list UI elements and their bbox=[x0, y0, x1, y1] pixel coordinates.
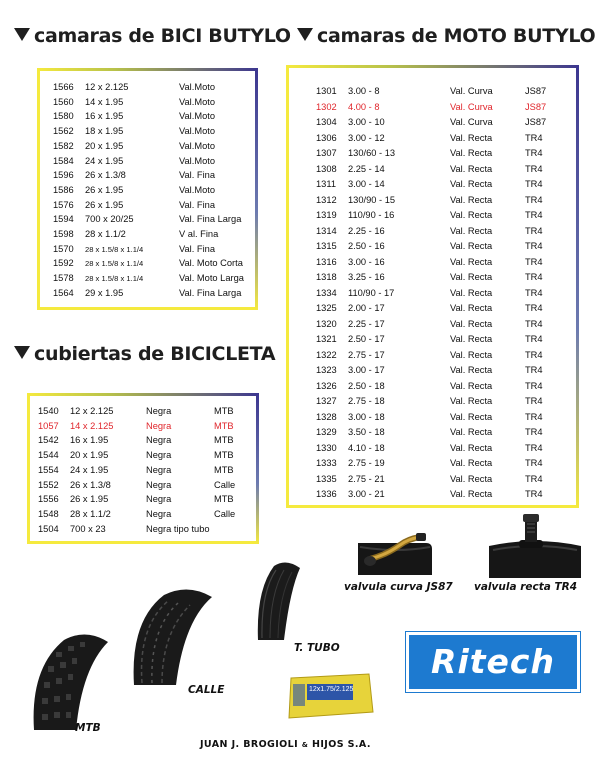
table-cell-type: Val. Fina Larga bbox=[179, 214, 242, 225]
table-row bbox=[289, 193, 576, 208]
table-cell-code: 1570 bbox=[53, 243, 74, 254]
table-cell-use: Calle bbox=[214, 508, 236, 519]
table-cell-code: 1556 bbox=[38, 494, 59, 505]
table-cell-size: 2.75 - 19 bbox=[348, 458, 385, 468]
table-cell-code: 1580 bbox=[53, 111, 74, 122]
table-cell-code: 1306 bbox=[316, 132, 337, 143]
footer-left: JUAN J. BROGIOLI bbox=[200, 739, 299, 750]
table-row bbox=[40, 256, 255, 271]
table-cell-size: 12 x 2.125 bbox=[85, 82, 129, 92]
triangle-bullet-icon bbox=[297, 28, 313, 41]
table-row bbox=[289, 224, 576, 239]
valve-straight-image bbox=[487, 512, 583, 580]
bicicleta-title: cubiertas de BICICLETA bbox=[34, 343, 276, 365]
bici-butylo-heading bbox=[14, 25, 291, 47]
table-cell-size: 24 x 1.95 bbox=[85, 155, 124, 166]
table-cell-valve: Val. Recta bbox=[450, 303, 493, 313]
table-cell-color: Negra bbox=[146, 508, 172, 519]
moto-butylo-table bbox=[286, 65, 579, 508]
table-cell-type: V al. Fina bbox=[179, 229, 219, 239]
table-row bbox=[30, 419, 256, 434]
table-row bbox=[30, 463, 256, 478]
table-cell-type: Val. Moto Corta bbox=[179, 258, 243, 269]
table-cell-code: 1592 bbox=[53, 258, 74, 269]
table-cell-code: 1328 bbox=[316, 411, 337, 422]
table-row bbox=[30, 492, 256, 507]
table-cell-model: TR4 bbox=[525, 396, 543, 406]
table-row bbox=[289, 115, 576, 130]
table-cell-model: TR4 bbox=[525, 148, 543, 158]
table-row bbox=[30, 448, 256, 463]
table-cell-size: 130/60 - 13 bbox=[348, 148, 396, 158]
table-row bbox=[40, 95, 255, 110]
table-cell-code: 1312 bbox=[316, 194, 337, 205]
table-row bbox=[40, 109, 255, 124]
table-cell-model: TR4 bbox=[525, 210, 543, 220]
ritech-logo-text: Ritech bbox=[431, 642, 555, 681]
table-cell-size: 20 x 1.95 bbox=[85, 140, 124, 151]
calle-tire-image bbox=[128, 587, 218, 687]
table-cell-type: Val.Moto bbox=[179, 96, 215, 107]
table-cell-valve: Val. Recta bbox=[450, 256, 493, 267]
table-row bbox=[40, 227, 255, 242]
table-cell-color: Negra bbox=[146, 479, 172, 490]
table-cell-code: 1316 bbox=[316, 256, 337, 267]
table-cell-code: 1544 bbox=[38, 450, 59, 461]
table-cell-type: Val. Moto Larga bbox=[179, 273, 244, 284]
table-cell-size: 3.00 - 17 bbox=[348, 365, 385, 375]
table-cell-valve: Val. Recta bbox=[450, 163, 493, 174]
table-cell-size: 16 x 1.95 bbox=[70, 435, 109, 446]
table-cell-code: 1584 bbox=[53, 155, 74, 166]
table-cell-code: 1566 bbox=[53, 82, 74, 92]
table-cell-valve: Val. Recta bbox=[450, 380, 493, 391]
table-cell-size: 2.50 - 18 bbox=[348, 380, 385, 391]
table-cell-use: MTB bbox=[214, 435, 234, 446]
table-cell-code: 1334 bbox=[316, 287, 337, 298]
table-cell-use: Calle bbox=[214, 479, 236, 490]
table-row bbox=[40, 168, 255, 183]
table-cell-model: JS87 bbox=[525, 101, 547, 112]
table-cell-model: TR4 bbox=[525, 241, 543, 251]
table-row bbox=[289, 348, 576, 363]
table-row bbox=[289, 162, 576, 177]
table-cell-model: JS87 bbox=[525, 86, 547, 96]
table-cell-valve: Val. Recta bbox=[450, 365, 493, 375]
table-cell-size: 28 x 1.1/2 bbox=[85, 229, 126, 239]
table-cell-color: Negra tipo tubo bbox=[146, 523, 210, 534]
table-cell-size: 2.00 - 17 bbox=[348, 303, 385, 313]
table-cell-type: Val.Moto bbox=[179, 111, 215, 122]
table-row bbox=[289, 286, 576, 301]
table-cell-code: 1548 bbox=[38, 508, 59, 519]
table-row bbox=[40, 242, 255, 257]
table-cell-valve: Val. Recta bbox=[450, 194, 493, 205]
table-cell-code: 1554 bbox=[38, 464, 59, 475]
table-cell-type: Val. Fina bbox=[179, 243, 215, 254]
table-cell-type: Val.Moto bbox=[179, 155, 215, 166]
table-cell-size: 18 x 1.95 bbox=[85, 126, 124, 137]
table-row bbox=[40, 286, 255, 301]
table-cell-use: MTB bbox=[214, 494, 234, 505]
table-cell-code: 1301 bbox=[316, 86, 337, 96]
table-cell-model: TR4 bbox=[525, 132, 543, 143]
table-cell-size: 2.75 - 21 bbox=[348, 473, 385, 484]
table-cell-code: 1562 bbox=[53, 126, 74, 137]
table-cell-size: 3.00 - 21 bbox=[348, 489, 385, 499]
table-row bbox=[289, 441, 576, 456]
mtb-tire-image bbox=[30, 632, 112, 732]
table-cell-size: 14 x 2.125 bbox=[70, 420, 114, 431]
table-cell-size: 4.00 - 8 bbox=[348, 101, 380, 112]
table-cell-size: 2.25 - 16 bbox=[348, 225, 385, 236]
table-cell-valve: Val. Curva bbox=[450, 86, 493, 96]
table-cell-model: TR4 bbox=[525, 380, 543, 391]
table-cell-size: 26 x 1.95 bbox=[70, 494, 109, 505]
table-cell-model: JS87 bbox=[525, 117, 547, 127]
table-cell-size: 24 x 1.95 bbox=[70, 464, 109, 475]
table-cell-size: 2.75 - 18 bbox=[348, 396, 385, 406]
table-row bbox=[289, 146, 576, 161]
table-cell-size: 12 x 2.125 bbox=[70, 406, 114, 416]
table-cell-code: 1333 bbox=[316, 458, 337, 468]
table-cell-valve: Val. Recta bbox=[450, 241, 493, 251]
triangle-bullet-icon bbox=[14, 346, 30, 359]
table-cell-size: 16 x 1.95 bbox=[85, 111, 124, 122]
table-cell-code: 1325 bbox=[316, 303, 337, 313]
table-row bbox=[40, 80, 255, 95]
table-cell-model: TR4 bbox=[525, 458, 543, 468]
table-cell-type: Val. Fina bbox=[179, 170, 215, 181]
table-cell-type: Val.Moto bbox=[179, 82, 215, 92]
table-cell-code: 1330 bbox=[316, 442, 337, 453]
table-cell-model: TR4 bbox=[525, 411, 543, 422]
table-row bbox=[30, 404, 256, 419]
table-cell-type: Val.Moto bbox=[179, 126, 215, 137]
table-cell-size: 26 x 1.95 bbox=[85, 199, 124, 210]
table-cell-model: TR4 bbox=[525, 225, 543, 236]
table-cell-code: 1542 bbox=[38, 435, 59, 446]
table-cell-valve: Val. Recta bbox=[450, 489, 493, 499]
ttubo-caption: T. TUBO bbox=[294, 642, 340, 654]
triangle-bullet-icon bbox=[14, 28, 30, 41]
table-cell-type: Val. Fina bbox=[179, 199, 215, 210]
table-cell-valve: Val. Recta bbox=[450, 287, 493, 298]
table-cell-code: 1576 bbox=[53, 199, 74, 210]
table-cell-size: 2.25 - 14 bbox=[348, 163, 385, 174]
table-row bbox=[289, 255, 576, 270]
table-cell-valve: Val. Recta bbox=[450, 349, 493, 360]
table-cell-color: Negra bbox=[146, 406, 172, 416]
package-label: 12x1.75/2.125 bbox=[309, 686, 354, 693]
table-cell-use: MTB bbox=[214, 406, 234, 416]
table-cell-size: 3.00 - 8 bbox=[348, 86, 380, 96]
table-cell-color: Negra bbox=[146, 464, 172, 475]
table-cell-color: Negra bbox=[146, 435, 172, 446]
ritech-logo bbox=[406, 632, 580, 692]
table-cell-valve: Val. Curva bbox=[450, 117, 493, 127]
table-row bbox=[289, 317, 576, 332]
table-row bbox=[30, 433, 256, 448]
table-row bbox=[289, 363, 576, 378]
table-cell-code: 1552 bbox=[38, 479, 59, 490]
table-cell-code: 1311 bbox=[316, 179, 336, 189]
table-cell-size: 2.25 - 17 bbox=[348, 318, 385, 329]
table-row bbox=[289, 131, 576, 146]
table-cell-size: 2.75 - 17 bbox=[348, 349, 385, 360]
table-cell-code: 1307 bbox=[316, 148, 337, 158]
table-cell-valve: Val. Recta bbox=[450, 458, 493, 468]
table-cell-size: 3.50 - 18 bbox=[348, 427, 385, 437]
table-cell-use: MTB bbox=[214, 464, 234, 475]
table-cell-use: MTB bbox=[214, 420, 234, 431]
table-cell-code: 1560 bbox=[53, 96, 74, 107]
table-cell-model: TR4 bbox=[525, 365, 543, 375]
table-cell-valve: Val. Recta bbox=[450, 272, 493, 282]
table-cell-model: TR4 bbox=[525, 272, 543, 282]
table-cell-type: Val.Moto bbox=[179, 140, 215, 151]
table-cell-size: 29 x 1.95 bbox=[85, 287, 124, 298]
table-cell-code: 1320 bbox=[316, 318, 337, 329]
table-cell-size: 110/90 - 17 bbox=[348, 287, 395, 298]
table-cell-model: TR4 bbox=[525, 303, 543, 313]
table-cell-valve: Val. Curva bbox=[450, 101, 493, 112]
table-cell-model: TR4 bbox=[525, 349, 543, 360]
table-cell-code: 1564 bbox=[53, 287, 74, 298]
bici-butylo-title: camaras de BICI BUTYLO bbox=[34, 25, 291, 47]
table-cell-size: 26 x 1.3/8 bbox=[70, 479, 111, 490]
table-cell-size: 28 x 1.1/2 bbox=[70, 508, 111, 519]
table-row bbox=[289, 410, 576, 425]
valve-curve-image bbox=[356, 531, 446, 579]
table-cell-valve: Val. Recta bbox=[450, 442, 493, 453]
table-cell-code: 1582 bbox=[53, 140, 74, 151]
table-cell-size: 28 x 1.5/8 x 1.1/4 bbox=[85, 244, 144, 254]
table-cell-size: 130/90 - 15 bbox=[348, 194, 396, 205]
table-cell-code: 1586 bbox=[53, 184, 74, 195]
table-cell-code: 1326 bbox=[316, 380, 337, 391]
table-row bbox=[289, 208, 576, 223]
table-row bbox=[30, 522, 256, 537]
table-row bbox=[40, 124, 255, 139]
table-cell-valve: Val. Recta bbox=[450, 210, 493, 220]
table-cell-code: 1321 bbox=[316, 334, 337, 344]
table-cell-code: 1319 bbox=[316, 210, 337, 220]
inner-tube-package-image bbox=[285, 672, 375, 720]
table-cell-code: 1318 bbox=[316, 272, 337, 282]
footer-amp: & bbox=[301, 741, 309, 749]
table-cell-type: Val. Fina Larga bbox=[179, 287, 242, 298]
table-row bbox=[40, 154, 255, 169]
table-cell-model: TR4 bbox=[525, 287, 543, 298]
table-cell-model: TR4 bbox=[525, 334, 543, 344]
table-cell-valve: Val. Recta bbox=[450, 334, 493, 344]
table-cell-size: 3.00 - 10 bbox=[348, 117, 385, 127]
table-row bbox=[289, 456, 576, 471]
table-cell-valve: Val. Recta bbox=[450, 179, 493, 189]
table-cell-size: 14 x 1.95 bbox=[85, 96, 124, 107]
table-cell-code: 1057 bbox=[38, 420, 59, 431]
table-cell-model: TR4 bbox=[525, 163, 543, 174]
table-cell-valve: Val. Recta bbox=[450, 148, 493, 158]
table-cell-model: TR4 bbox=[525, 179, 543, 189]
table-cell-model: TR4 bbox=[525, 256, 543, 267]
table-row bbox=[30, 507, 256, 522]
table-cell-size: 26 x 1.95 bbox=[85, 184, 124, 195]
table-cell-size: 26 x 1.3/8 bbox=[85, 170, 126, 181]
table-row bbox=[289, 177, 576, 192]
table-cell-valve: Val. Recta bbox=[450, 132, 493, 143]
table-row bbox=[289, 100, 576, 115]
table-cell-model: TR4 bbox=[525, 427, 543, 437]
table-row bbox=[30, 478, 256, 493]
table-cell-code: 1596 bbox=[53, 170, 74, 181]
calle-caption: CALLE bbox=[188, 684, 225, 696]
table-cell-code: 1314 bbox=[316, 225, 337, 236]
table-cell-code: 1598 bbox=[53, 229, 74, 239]
table-cell-size: 700 x 23 bbox=[70, 523, 106, 534]
table-cell-model: TR4 bbox=[525, 473, 543, 484]
table-cell-code: 1308 bbox=[316, 163, 337, 174]
company-footer bbox=[200, 739, 371, 750]
table-cell-code: 1322 bbox=[316, 349, 337, 360]
table-cell-color: Negra bbox=[146, 450, 172, 461]
table-row bbox=[289, 270, 576, 285]
moto-butylo-heading bbox=[297, 25, 595, 47]
table-cell-code: 1323 bbox=[316, 365, 337, 375]
table-cell-code: 1336 bbox=[316, 489, 337, 499]
bici-butylo-table bbox=[37, 68, 258, 310]
table-row bbox=[289, 332, 576, 347]
table-cell-size: 700 x 20/25 bbox=[85, 214, 134, 225]
table-cell-size: 3.00 - 12 bbox=[348, 132, 385, 143]
moto-butylo-title: camaras de MOTO BUTYLO bbox=[317, 25, 595, 47]
table-cell-valve: Val. Recta bbox=[450, 411, 493, 422]
table-cell-size: 3.00 - 14 bbox=[348, 179, 385, 189]
table-row bbox=[289, 472, 576, 487]
table-cell-code: 1504 bbox=[38, 523, 59, 534]
table-cell-valve: Val. Recta bbox=[450, 473, 493, 484]
table-row bbox=[40, 183, 255, 198]
table-cell-size: 4.10 - 18 bbox=[348, 442, 385, 453]
table-cell-valve: Val. Recta bbox=[450, 396, 493, 406]
table-cell-code: 1329 bbox=[316, 427, 337, 437]
table-cell-valve: Val. Recta bbox=[450, 225, 493, 236]
table-cell-size: 110/90 - 16 bbox=[348, 210, 395, 220]
table-cell-valve: Val. Recta bbox=[450, 427, 493, 437]
table-cell-size: 28 x 1.5/8 x 1.1/4 bbox=[85, 259, 144, 269]
mtb-caption: MTB bbox=[75, 722, 101, 734]
table-cell-size: 3.25 - 16 bbox=[348, 272, 385, 282]
table-cell-code: 1540 bbox=[38, 406, 59, 416]
table-cell-color: Negra bbox=[146, 420, 172, 431]
table-cell-model: TR4 bbox=[525, 194, 543, 205]
table-cell-size: 2.50 - 17 bbox=[348, 334, 385, 344]
table-cell-use: MTB bbox=[214, 450, 234, 461]
table-cell-code: 1304 bbox=[316, 117, 337, 127]
table-cell-model: TR4 bbox=[525, 442, 543, 453]
table-cell-size: 3.00 - 16 bbox=[348, 256, 385, 267]
table-cell-valve: Val. Recta bbox=[450, 318, 493, 329]
table-row bbox=[40, 198, 255, 213]
footer-right: HIJOS S.A. bbox=[312, 739, 371, 750]
table-row bbox=[40, 139, 255, 154]
bicicleta-heading bbox=[14, 343, 275, 365]
table-cell-size: 2.50 - 16 bbox=[348, 241, 385, 251]
table-row bbox=[289, 379, 576, 394]
table-row bbox=[40, 212, 255, 227]
table-cell-code: 1302 bbox=[316, 101, 337, 112]
valve-curve-caption: valvula curva JS87 bbox=[344, 581, 453, 593]
table-cell-size: 20 x 1.95 bbox=[70, 450, 109, 461]
table-cell-code: 1315 bbox=[316, 241, 337, 251]
table-row bbox=[40, 271, 255, 286]
table-cell-code: 1335 bbox=[316, 473, 337, 484]
table-row bbox=[289, 425, 576, 440]
table-cell-model: TR4 bbox=[525, 489, 543, 499]
ttubo-tire-image bbox=[252, 560, 306, 642]
table-cell-model: TR4 bbox=[525, 318, 543, 329]
table-cell-size: 28 x 1.5/8 x 1.1/4 bbox=[85, 274, 144, 284]
table-row bbox=[289, 239, 576, 254]
table-cell-type: Val.Moto bbox=[179, 184, 215, 195]
cubiertas-table bbox=[27, 393, 259, 544]
table-row bbox=[289, 394, 576, 409]
table-cell-size: 3.00 - 18 bbox=[348, 411, 385, 422]
table-cell-color: Negra bbox=[146, 494, 172, 505]
table-cell-code: 1578 bbox=[53, 273, 74, 284]
table-cell-code: 1327 bbox=[316, 396, 337, 406]
table-row bbox=[289, 487, 576, 502]
valve-straight-caption: valvula recta TR4 bbox=[474, 581, 578, 593]
table-cell-code: 1594 bbox=[53, 214, 74, 225]
table-row bbox=[289, 301, 576, 316]
table-row bbox=[289, 84, 576, 99]
